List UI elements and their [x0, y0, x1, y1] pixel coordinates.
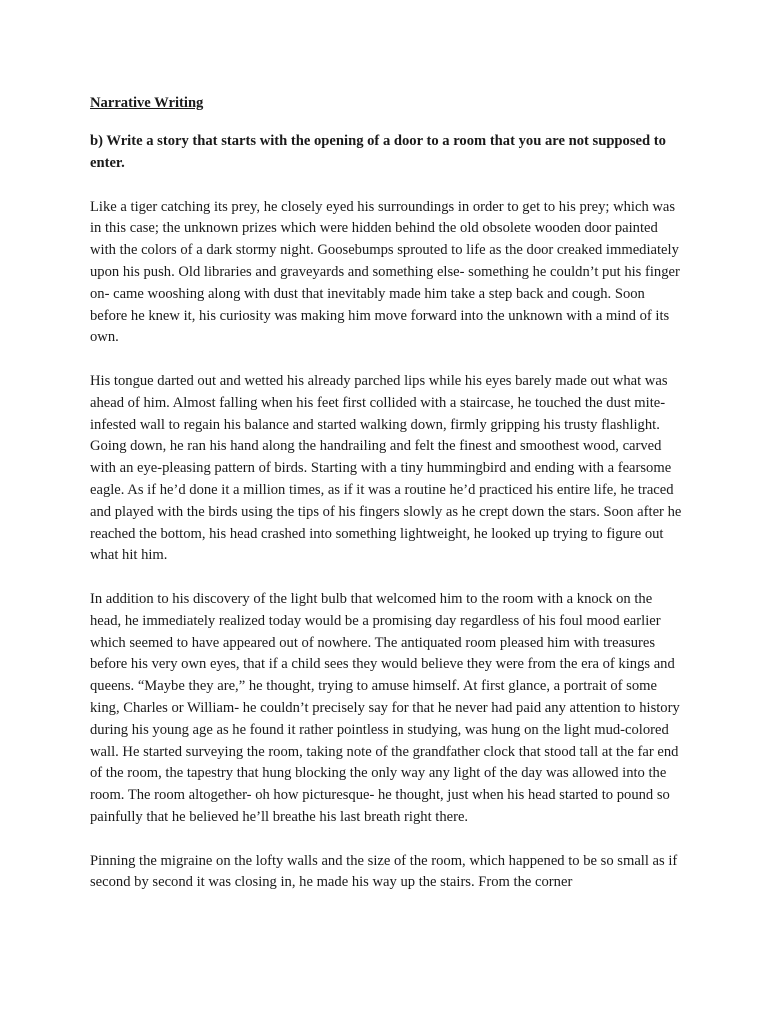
writing-prompt: b) Write a story that starts with the opening of a door to a room that you are not supposed to enter.	[90, 133, 666, 171]
story-paragraph-2: His tongue darted out and wetted his already parched lips while his eyes barely made out what was ahead of him. Almost falling when his feet first collided with a staircase, he touched the dust mite-infested wall to regain his balance and started walking down, firmly gripping his trusty flashlight. Going down, he ran his hand along the handrailing and felt the finest and smoothest wood, carved with an eye-pleasing pattern of birds. Starting with a tiny hummingbird and ending with a fearsome eagle. As if he’d done it a million times, as if it was a routine he’d practiced his entire life, he traced and played with the birds using the tips of his fingers slowly as he crept down the stars. Soon after he reached the bottom, his head crashed into something lightweight, he looked up trying to figure out what hit him.	[90, 372, 682, 564]
story-paragraph-3: In addition to his discovery of the light bulb that welcomed him to the room with a knock on the head, he immediately realized today would be a promising day regardless of his foul mood earlier which seemed to have appeared out of nowhere. The antiquated room pleased him with treasures before his very own eyes, that if a child sees they would believe they were from the era of kings and queens. “Maybe they are,” he thought, trying to amuse himself. At first glance, a portrait of some king, Charles or William- he couldn’t precisely say for that he never had paid any attention to history during his young age as he found it rather pointless in studying, was hung on the light mud-colored wall. He started surveying the room, taking note of the grandfather clock that stood tall at the far end of the room, the tapestry that hung blocking the only way any light of the day was allowed into the room. The room altogether- oh how picturesque- he thought, just when his head started to pound so painfully that he believed he’ll breathe his last breath right there.	[90, 590, 680, 825]
story-paragraph-4: Pinning the migraine on the lofty walls and the size of the room, which happened to be so small as if second by second it was closing in, he made his way up the stairs. From the corner	[90, 852, 678, 891]
story-paragraph-1: Like a tiger catching its prey, he closely eyed his surroundings in order to get to his prey; which was in this case; the unknown prizes which were hidden behind the old obsolete wooden door painted with the colors of a dark stormy night. Goosebumps sprouted to life as the door creaked immediately upon his push. Old libraries and graveyards and something else- something he couldn’t put his finger on- came wooshing along with dust that inevitably made him take a step back and cough. Soon before he knew it, his curiosity was making him move forward into the unknown with a mind of its own.	[90, 198, 680, 346]
document-page	[90, 90, 682, 894]
document-heading: Narrative Writing	[90, 95, 204, 111]
